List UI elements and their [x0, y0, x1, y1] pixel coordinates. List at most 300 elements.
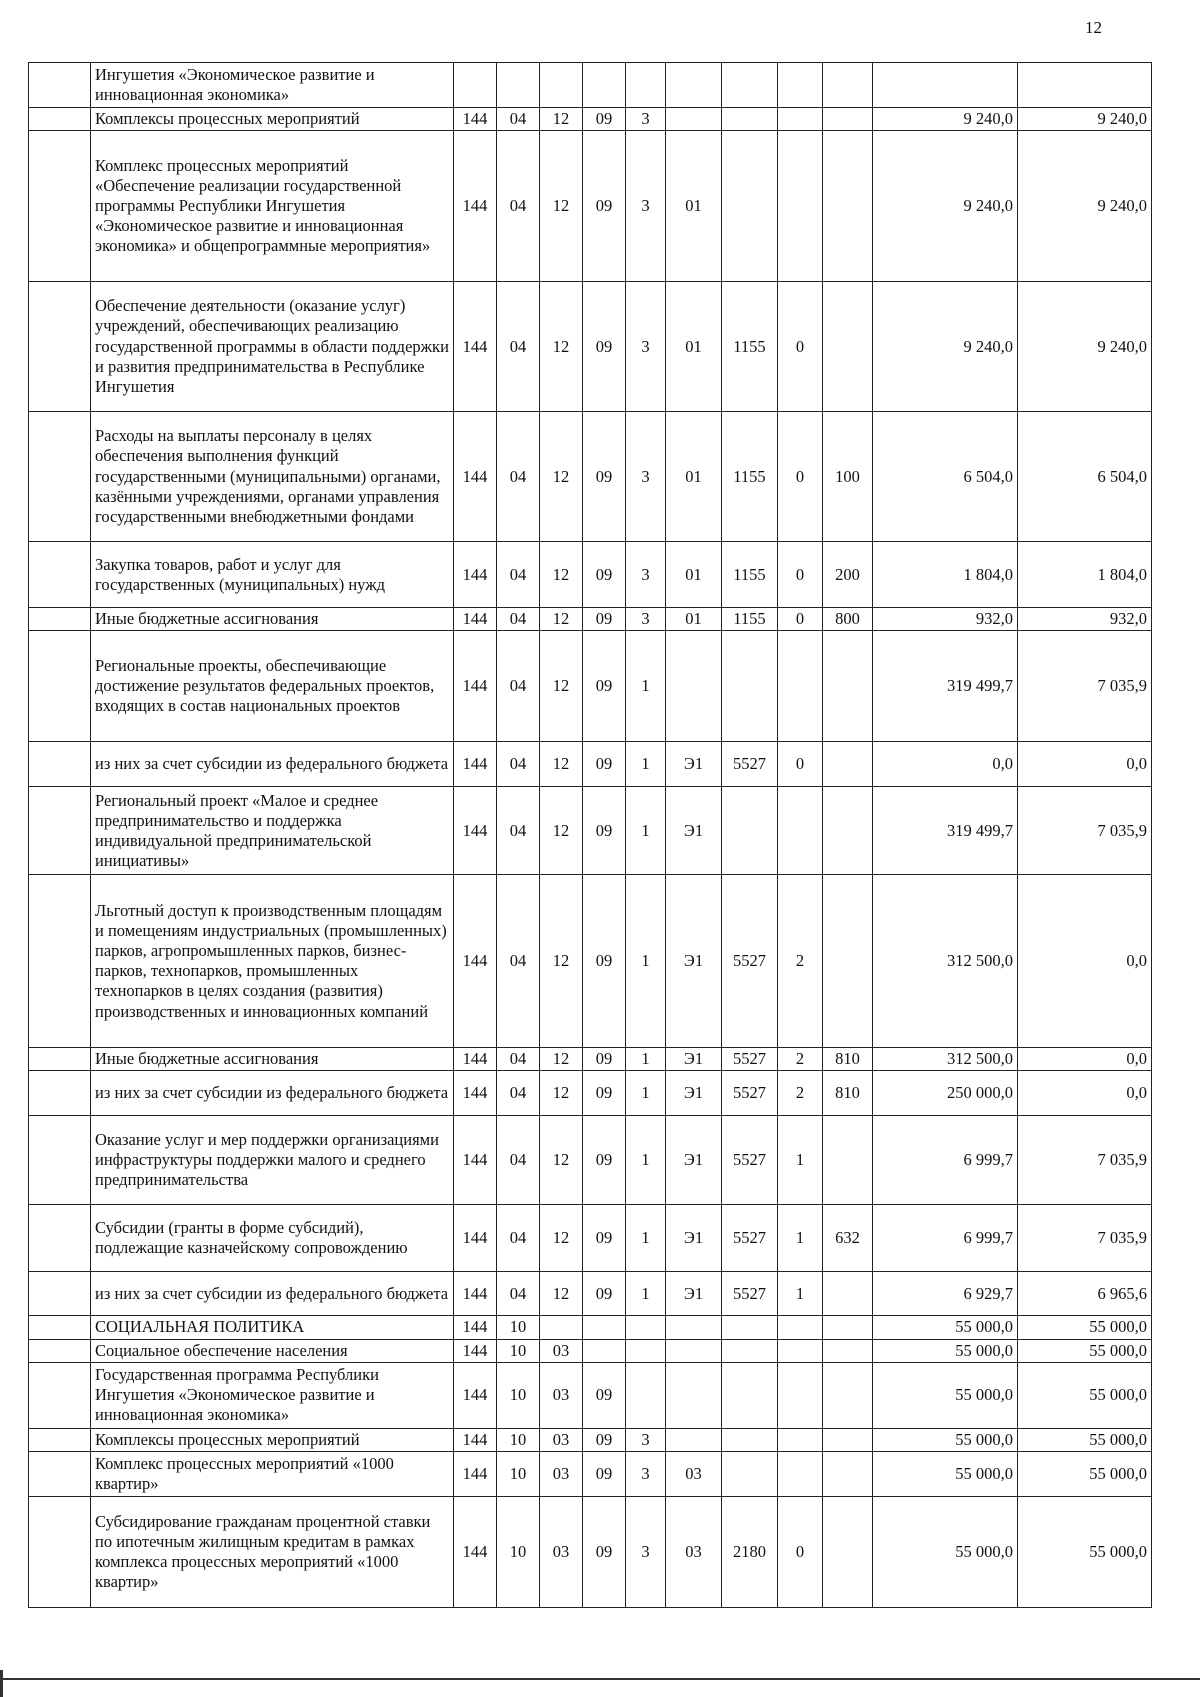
- amount-year-1: 55 000,0: [873, 1428, 1018, 1451]
- program-code: 09: [583, 412, 626, 542]
- index-cell: [29, 1362, 91, 1428]
- row-description: Субсидирование гражданам процентной ставки по ипотечным жилищным кредитам в рамках комплекса процессных мероприятий «1000 квартир»: [91, 1496, 454, 1607]
- expense-type-code: [823, 631, 873, 742]
- subsection-code: 12: [540, 608, 583, 631]
- row-description: Иные бюджетные ассигнования: [91, 1048, 454, 1071]
- amount-year-1: 312 500,0: [873, 1048, 1018, 1071]
- program-code: 09: [583, 1362, 626, 1428]
- subsection-code: [540, 63, 583, 108]
- subsection-code: 03: [540, 1362, 583, 1428]
- subprogram-code: 3: [626, 131, 666, 282]
- table-row: [29, 631, 1152, 742]
- expense-type-code: [823, 1316, 873, 1339]
- expense-type-code: [823, 1451, 873, 1496]
- event-code: Э1: [666, 1071, 722, 1116]
- row-description: Комплекс процессных мероприятий «1000 квартир»: [91, 1451, 454, 1496]
- section-code: 04: [497, 1071, 540, 1116]
- table-row: [29, 412, 1152, 542]
- program-code: [583, 1316, 626, 1339]
- table-row: [29, 131, 1152, 282]
- event-code: Э1: [666, 742, 722, 787]
- section-code: 04: [497, 282, 540, 412]
- subprogram-code: 1: [626, 742, 666, 787]
- amount-year-1: 312 500,0: [873, 875, 1018, 1048]
- event-code: [666, 631, 722, 742]
- event-code: [666, 1339, 722, 1362]
- direction-code: [722, 1362, 778, 1428]
- row-description: Социальное обеспечение населения: [91, 1339, 454, 1362]
- event-code: Э1: [666, 1048, 722, 1071]
- index-cell: [29, 1272, 91, 1316]
- page-number: 12: [1085, 18, 1102, 37]
- subprogram-code: 3: [626, 1496, 666, 1607]
- direction-code: [722, 1316, 778, 1339]
- admin-code: 144: [454, 1496, 497, 1607]
- row-description: Региональные проекты, обеспечивающие достижение результатов федеральных проектов, входящих в состав национальных проектов: [91, 631, 454, 742]
- expense-type-code: [823, 787, 873, 875]
- table-row: [29, 875, 1152, 1048]
- row-description: Оказание услуг и мер поддержки организациями инфраструктуры поддержки малого и среднего предпринимательства: [91, 1116, 454, 1205]
- subprogram-code: 3: [626, 412, 666, 542]
- section-code: 04: [497, 1116, 540, 1205]
- program-code: 09: [583, 542, 626, 608]
- section-code: 04: [497, 1205, 540, 1272]
- direction-code: 5527: [722, 1048, 778, 1071]
- direction-code: [722, 787, 778, 875]
- direction-code: 1155: [722, 542, 778, 608]
- row-description: из них за счет субсидии из федерального бюджета: [91, 742, 454, 787]
- program-code: 09: [583, 1272, 626, 1316]
- section-code: [497, 63, 540, 108]
- subprogram-code: 3: [626, 108, 666, 131]
- subdirection-code: [778, 1451, 823, 1496]
- admin-code: 144: [454, 787, 497, 875]
- amount-year-1: 932,0: [873, 608, 1018, 631]
- admin-code: 144: [454, 1362, 497, 1428]
- subsection-code: 03: [540, 1451, 583, 1496]
- direction-code: 2180: [722, 1496, 778, 1607]
- admin-code: 144: [454, 1339, 497, 1362]
- direction-code: 1155: [722, 608, 778, 631]
- amount-year-2: 7 035,9: [1018, 1116, 1152, 1205]
- section-code: 04: [497, 131, 540, 282]
- amount-year-2: 932,0: [1018, 608, 1152, 631]
- admin-code: 144: [454, 542, 497, 608]
- amount-year-1: 6 999,7: [873, 1116, 1018, 1205]
- amount-year-2: 55 000,0: [1018, 1451, 1152, 1496]
- table-row: [29, 63, 1152, 108]
- index-cell: [29, 1048, 91, 1071]
- direction-code: [722, 108, 778, 131]
- amount-year-1: 6 504,0: [873, 412, 1018, 542]
- expense-type-code: [823, 1339, 873, 1362]
- direction-code: [722, 63, 778, 108]
- admin-code: 144: [454, 1316, 497, 1339]
- direction-code: 5527: [722, 1205, 778, 1272]
- table-row: [29, 108, 1152, 131]
- program-code: 09: [583, 1428, 626, 1451]
- amount-year-1: 6 999,7: [873, 1205, 1018, 1272]
- subprogram-code: [626, 1339, 666, 1362]
- table-row: [29, 282, 1152, 412]
- amount-year-2: 55 000,0: [1018, 1428, 1152, 1451]
- event-code: [666, 108, 722, 131]
- amount-year-2: 0,0: [1018, 1048, 1152, 1071]
- index-cell: [29, 542, 91, 608]
- subsection-code: 12: [540, 131, 583, 282]
- program-code: 09: [583, 108, 626, 131]
- index-cell: [29, 631, 91, 742]
- section-code: 04: [497, 742, 540, 787]
- program-code: 09: [583, 1071, 626, 1116]
- subdirection-code: 0: [778, 608, 823, 631]
- section-code: 04: [497, 1048, 540, 1071]
- section-code: 10: [497, 1316, 540, 1339]
- expense-type-code: [823, 1272, 873, 1316]
- amount-year-2: 55 000,0: [1018, 1339, 1152, 1362]
- admin-code: 144: [454, 131, 497, 282]
- amount-year-1: 319 499,7: [873, 631, 1018, 742]
- subprogram-code: 1: [626, 1048, 666, 1071]
- table-row: [29, 1339, 1152, 1362]
- amount-year-1: 55 000,0: [873, 1339, 1018, 1362]
- amount-year-1: 1 804,0: [873, 542, 1018, 608]
- subprogram-code: 1: [626, 1116, 666, 1205]
- table-row: [29, 1205, 1152, 1272]
- event-code: 01: [666, 542, 722, 608]
- admin-code: 144: [454, 1272, 497, 1316]
- subdirection-code: 0: [778, 1496, 823, 1607]
- admin-code: 144: [454, 875, 497, 1048]
- subdirection-code: 0: [778, 282, 823, 412]
- subprogram-code: 3: [626, 282, 666, 412]
- event-code: [666, 1428, 722, 1451]
- admin-code: 144: [454, 1048, 497, 1071]
- program-code: 09: [583, 1205, 626, 1272]
- event-code: Э1: [666, 787, 722, 875]
- subprogram-code: [626, 1362, 666, 1428]
- program-code: 09: [583, 631, 626, 742]
- index-cell: [29, 1205, 91, 1272]
- index-cell: [29, 875, 91, 1048]
- amount-year-2: 55 000,0: [1018, 1362, 1152, 1428]
- table-row: [29, 787, 1152, 875]
- subdirection-code: [778, 1428, 823, 1451]
- admin-code: 144: [454, 108, 497, 131]
- subdirection-code: 2: [778, 875, 823, 1048]
- event-code: 01: [666, 412, 722, 542]
- program-code: 09: [583, 1048, 626, 1071]
- subprogram-code: 3: [626, 1428, 666, 1451]
- index-cell: [29, 1316, 91, 1339]
- event-code: [666, 63, 722, 108]
- expense-type-code: 200: [823, 542, 873, 608]
- index-cell: [29, 608, 91, 631]
- direction-code: [722, 1339, 778, 1362]
- subsection-code: 12: [540, 412, 583, 542]
- index-cell: [29, 787, 91, 875]
- subdirection-code: 0: [778, 542, 823, 608]
- event-code: 01: [666, 282, 722, 412]
- table-row: [29, 1272, 1152, 1316]
- table-row: [29, 1428, 1152, 1451]
- index-cell: [29, 1071, 91, 1116]
- amount-year-1: 6 929,7: [873, 1272, 1018, 1316]
- index-cell: [29, 282, 91, 412]
- subdirection-code: 2: [778, 1071, 823, 1116]
- section-code: 04: [497, 412, 540, 542]
- subdirection-code: [778, 631, 823, 742]
- admin-code: 144: [454, 1428, 497, 1451]
- subprogram-code: [626, 63, 666, 108]
- amount-year-1: 250 000,0: [873, 1071, 1018, 1116]
- subdirection-code: 1: [778, 1205, 823, 1272]
- row-description: Закупка товаров, работ и услуг для государственных (муниципальных) нужд: [91, 542, 454, 608]
- expense-type-code: 810: [823, 1071, 873, 1116]
- amount-year-1: 55 000,0: [873, 1496, 1018, 1607]
- direction-code: [722, 131, 778, 282]
- subprogram-code: 1: [626, 787, 666, 875]
- direction-code: [722, 631, 778, 742]
- subsection-code: 12: [540, 282, 583, 412]
- table-row: [29, 1451, 1152, 1496]
- table-row: [29, 542, 1152, 608]
- expense-type-code: [823, 1428, 873, 1451]
- table-row: [29, 1362, 1152, 1428]
- admin-code: 144: [454, 1116, 497, 1205]
- row-description: Ингушетия «Экономическое развитие и инновационная экономика»: [91, 63, 454, 108]
- subsection-code: [540, 1316, 583, 1339]
- table-row: [29, 742, 1152, 787]
- row-description: Иные бюджетные ассигнования: [91, 608, 454, 631]
- amount-year-1: 319 499,7: [873, 787, 1018, 875]
- subdirection-code: [778, 131, 823, 282]
- index-cell: [29, 1451, 91, 1496]
- subsection-code: 12: [540, 542, 583, 608]
- expense-type-code: [823, 131, 873, 282]
- subsection-code: 12: [540, 1116, 583, 1205]
- expense-type-code: [823, 108, 873, 131]
- amount-year-2: 1 804,0: [1018, 542, 1152, 608]
- amount-year-2: 0,0: [1018, 742, 1152, 787]
- row-description: Комплексы процессных мероприятий: [91, 1428, 454, 1451]
- event-code: 01: [666, 131, 722, 282]
- subsection-code: 12: [540, 1048, 583, 1071]
- program-code: 09: [583, 282, 626, 412]
- row-description: Обеспечение деятельности (оказание услуг) учреждений, обеспечивающих реализацию государственной программы в области поддержки и развития предпринимательства в Республике Ингушетия: [91, 282, 454, 412]
- amount-year-1: 55 000,0: [873, 1316, 1018, 1339]
- admin-code: 144: [454, 608, 497, 631]
- subprogram-code: 3: [626, 542, 666, 608]
- subsection-code: 12: [540, 1205, 583, 1272]
- subsection-code: 12: [540, 742, 583, 787]
- row-description: Субсидии (гранты в форме субсидий), подлежащие казначейскому сопровождению: [91, 1205, 454, 1272]
- subdirection-code: [778, 108, 823, 131]
- row-description: из них за счет субсидии из федерального бюджета: [91, 1071, 454, 1116]
- subsection-code: 12: [540, 631, 583, 742]
- expense-type-code: [823, 1362, 873, 1428]
- admin-code: 144: [454, 631, 497, 742]
- subprogram-code: 1: [626, 631, 666, 742]
- event-code: [666, 1362, 722, 1428]
- subdirection-code: 2: [778, 1048, 823, 1071]
- subprogram-code: 1: [626, 1205, 666, 1272]
- subsection-code: 12: [540, 108, 583, 131]
- amount-year-2: 55 000,0: [1018, 1496, 1152, 1607]
- event-code: Э1: [666, 1205, 722, 1272]
- section-code: 04: [497, 787, 540, 875]
- amount-year-2: 6 504,0: [1018, 412, 1152, 542]
- direction-code: 5527: [722, 875, 778, 1048]
- amount-year-1: 9 240,0: [873, 131, 1018, 282]
- program-code: 09: [583, 1116, 626, 1205]
- admin-code: 144: [454, 1451, 497, 1496]
- section-code: 10: [497, 1362, 540, 1428]
- index-cell: [29, 63, 91, 108]
- subprogram-code: 1: [626, 1071, 666, 1116]
- section-code: 04: [497, 1272, 540, 1316]
- subdirection-code: 1: [778, 1116, 823, 1205]
- amount-year-2: 0,0: [1018, 875, 1152, 1048]
- admin-code: 144: [454, 1071, 497, 1116]
- admin-code: 144: [454, 282, 497, 412]
- amount-year-1: 55 000,0: [873, 1362, 1018, 1428]
- program-code: 09: [583, 608, 626, 631]
- section-code: 04: [497, 542, 540, 608]
- index-cell: [29, 412, 91, 542]
- admin-code: [454, 63, 497, 108]
- direction-code: 1155: [722, 282, 778, 412]
- row-description: Комплекс процессных мероприятий «Обеспечение реализации государственной программы Республики Ингушетия «Экономическое развитие и инновационная экономика» и общепрограммные мероприятия»: [91, 131, 454, 282]
- row-description: СОЦИАЛЬНАЯ ПОЛИТИКА: [91, 1316, 454, 1339]
- section-code: 10: [497, 1451, 540, 1496]
- direction-code: 1155: [722, 412, 778, 542]
- admin-code: 144: [454, 742, 497, 787]
- subsection-code: 12: [540, 1272, 583, 1316]
- index-cell: [29, 1496, 91, 1607]
- subprogram-code: 1: [626, 1272, 666, 1316]
- direction-code: [722, 1428, 778, 1451]
- subsection-code: 12: [540, 787, 583, 875]
- expense-type-code: 100: [823, 412, 873, 542]
- expense-type-code: [823, 282, 873, 412]
- amount-year-2: 0,0: [1018, 1071, 1152, 1116]
- subdirection-code: 1: [778, 1272, 823, 1316]
- section-code: 04: [497, 608, 540, 631]
- bottom-tick: [0, 1670, 3, 1697]
- amount-year-2: [1018, 63, 1152, 108]
- subdirection-code: [778, 1362, 823, 1428]
- program-code: 09: [583, 1451, 626, 1496]
- expense-type-code: [823, 875, 873, 1048]
- amount-year-1: 9 240,0: [873, 282, 1018, 412]
- amount-year-2: 7 035,9: [1018, 631, 1152, 742]
- expense-type-code: 810: [823, 1048, 873, 1071]
- section-code: 04: [497, 108, 540, 131]
- event-code: Э1: [666, 1116, 722, 1205]
- event-code: Э1: [666, 1272, 722, 1316]
- program-code: 09: [583, 742, 626, 787]
- program-code: 09: [583, 1496, 626, 1607]
- table-row: [29, 1116, 1152, 1205]
- subsection-code: 12: [540, 1071, 583, 1116]
- amount-year-2: 9 240,0: [1018, 131, 1152, 282]
- index-cell: [29, 742, 91, 787]
- expense-type-code: [823, 63, 873, 108]
- subsection-code: 03: [540, 1339, 583, 1362]
- amount-year-2: 55 000,0: [1018, 1316, 1152, 1339]
- expense-type-code: [823, 742, 873, 787]
- table-row: [29, 608, 1152, 631]
- subprogram-code: 3: [626, 608, 666, 631]
- table-row: [29, 1316, 1152, 1339]
- program-code: [583, 1339, 626, 1362]
- table-row: [29, 1496, 1152, 1607]
- subdirection-code: 0: [778, 412, 823, 542]
- program-code: 09: [583, 787, 626, 875]
- table-row: [29, 1048, 1152, 1071]
- amount-year-2: 7 035,9: [1018, 1205, 1152, 1272]
- event-code: [666, 1316, 722, 1339]
- amount-year-1: 55 000,0: [873, 1451, 1018, 1496]
- row-description: Комплексы процессных мероприятий: [91, 108, 454, 131]
- row-description: Льготный доступ к производственным площадям и помещениям индустриальных (промышленных) парков, агропромышленных парков, бизнес-парков, технопарков, промышленных технопарков в целях создания (развития) производственных и инновационных компаний: [91, 875, 454, 1048]
- expense-type-code: 800: [823, 608, 873, 631]
- subdirection-code: [778, 1339, 823, 1362]
- subsection-code: 03: [540, 1428, 583, 1451]
- index-cell: [29, 108, 91, 131]
- expense-type-code: [823, 1496, 873, 1607]
- event-code: 03: [666, 1451, 722, 1496]
- row-description: Государственная программа Республики Ингушетия «Экономическое развитие и инновационная экономика»: [91, 1362, 454, 1428]
- amount-year-1: 0,0: [873, 742, 1018, 787]
- bottom-rule: [0, 1678, 1200, 1680]
- subdirection-code: [778, 1316, 823, 1339]
- row-description: Региональный проект «Малое и среднее предпринимательство и поддержка индивидуальной предпринимательской инициативы»: [91, 787, 454, 875]
- subprogram-code: [626, 1316, 666, 1339]
- subdirection-code: 0: [778, 742, 823, 787]
- index-cell: [29, 1116, 91, 1205]
- section-code: 10: [497, 1428, 540, 1451]
- section-code: 04: [497, 875, 540, 1048]
- row-description: Расходы на выплаты персоналу в целях обеспечения выполнения функций государственными (муниципальными) органами, казёнными учреждениями, органами управления государственными внебюджетными фондами: [91, 412, 454, 542]
- subdirection-code: [778, 63, 823, 108]
- subsection-code: 03: [540, 1496, 583, 1607]
- row-description: из них за счет субсидии из федерального бюджета: [91, 1272, 454, 1316]
- direction-code: 5527: [722, 742, 778, 787]
- amount-year-2: 9 240,0: [1018, 282, 1152, 412]
- amount-year-1: 9 240,0: [873, 108, 1018, 131]
- program-code: [583, 63, 626, 108]
- admin-code: 144: [454, 1205, 497, 1272]
- expense-type-code: [823, 1116, 873, 1205]
- index-cell: [29, 131, 91, 282]
- amount-year-2: 9 240,0: [1018, 108, 1152, 131]
- direction-code: 5527: [722, 1272, 778, 1316]
- program-code: 09: [583, 131, 626, 282]
- direction-code: 5527: [722, 1071, 778, 1116]
- event-code: Э1: [666, 875, 722, 1048]
- event-code: 01: [666, 608, 722, 631]
- direction-code: 5527: [722, 1116, 778, 1205]
- expense-type-code: 632: [823, 1205, 873, 1272]
- amount-year-1: [873, 63, 1018, 108]
- program-code: 09: [583, 875, 626, 1048]
- section-code: 04: [497, 631, 540, 742]
- index-cell: [29, 1428, 91, 1451]
- table-row: [29, 1071, 1152, 1116]
- budget-table: [28, 62, 1152, 1608]
